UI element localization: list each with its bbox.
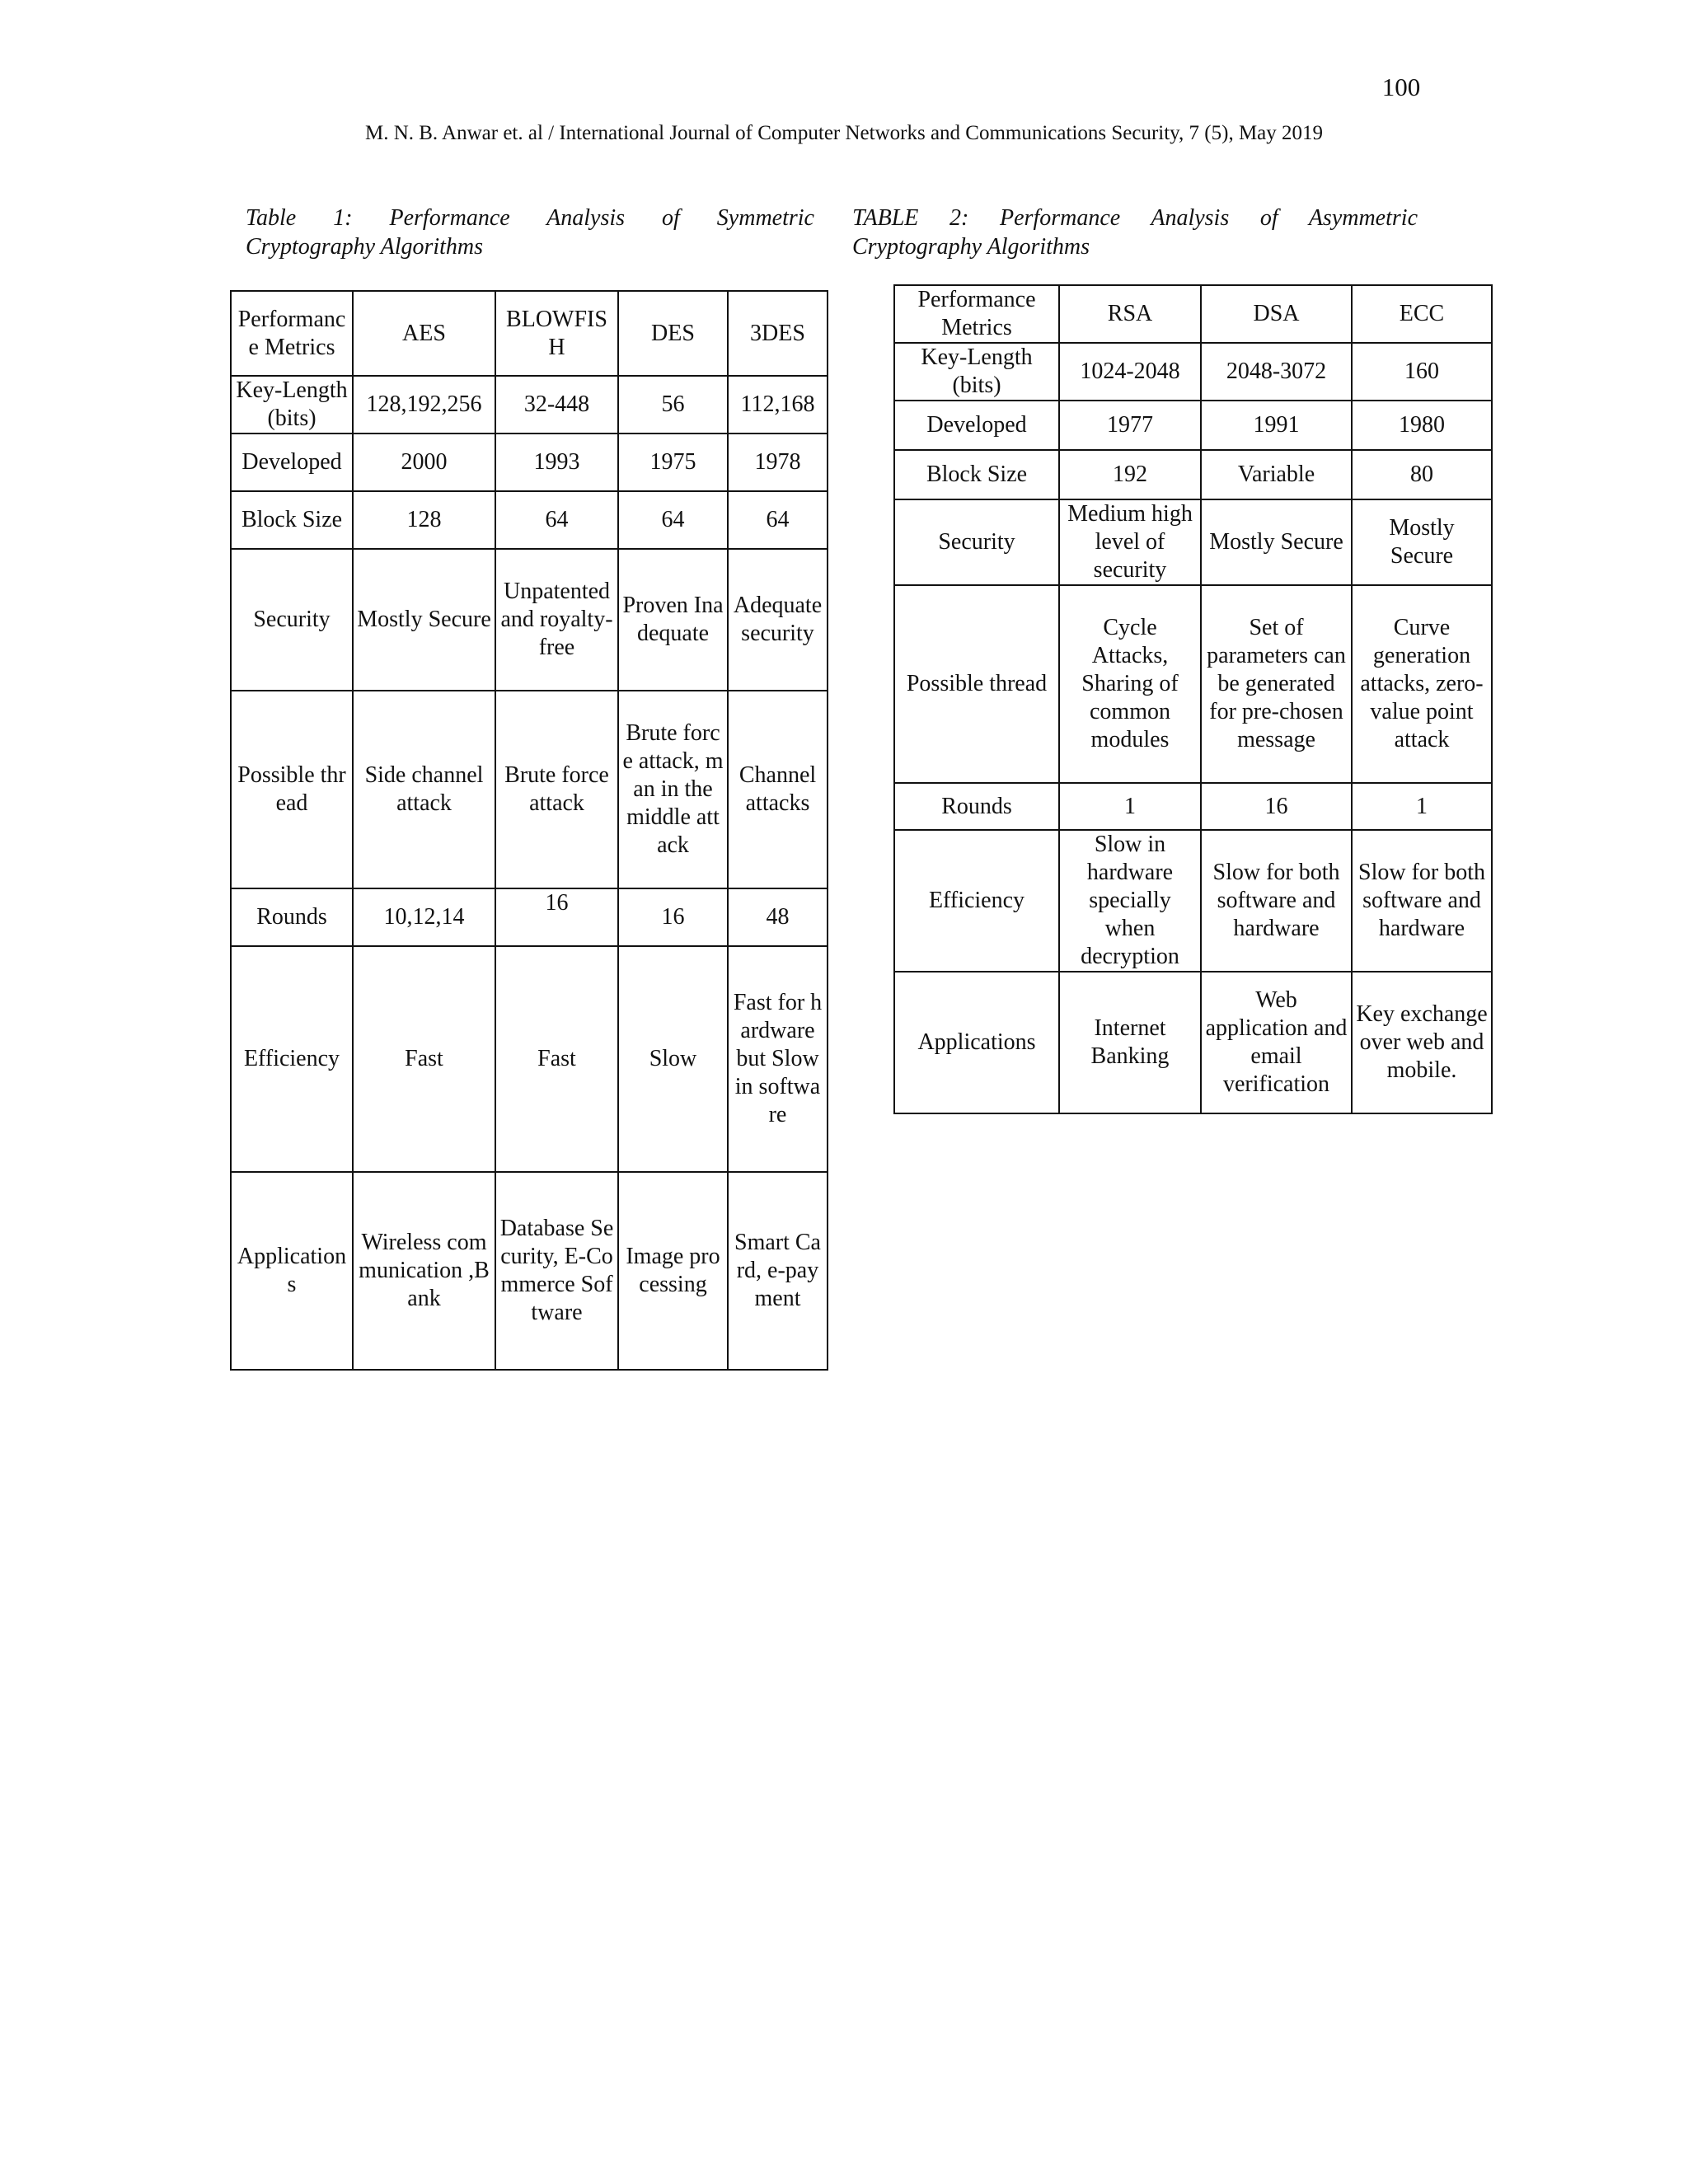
table-cell: Set of parameters can be generated for pre-chosen message — [1201, 585, 1352, 783]
table1-caption — [246, 204, 814, 261]
table-row — [231, 1172, 828, 1370]
running-header: M. N. B. Anwar et. al / International Journal of Computer Networks and Communications Security, 7 (5), May 2019 — [364, 122, 1324, 144]
asymmetric-algorithms-table — [893, 284, 1493, 1114]
table-row — [231, 549, 828, 691]
table-cell: 128,192,256 — [353, 376, 495, 434]
table-cell: 1977 — [1059, 401, 1201, 450]
table-cell: Internet Banking — [1059, 972, 1201, 1113]
table-cell: Web application and email verification — [1201, 972, 1352, 1113]
table-cell: Variable — [1201, 450, 1352, 499]
table-cell: Image processing — [618, 1172, 728, 1370]
table-cell: Proven Inadequate — [618, 549, 728, 691]
header-cell: RSA — [1059, 285, 1201, 343]
table-cell: 1 — [1352, 783, 1492, 830]
table-cell: 2000 — [353, 434, 495, 491]
table-cell: Key exchange over web and mobile. — [1352, 972, 1492, 1113]
table-row — [231, 491, 828, 549]
header-cell: DES — [618, 291, 728, 376]
row-label: Applications — [894, 972, 1059, 1113]
table-row — [894, 830, 1492, 972]
table-cell: 56 — [618, 376, 728, 434]
table-cell: 64 — [728, 491, 828, 549]
row-label: Efficiency — [231, 946, 353, 1172]
table-cell: Fast for hardware but Slow in software — [728, 946, 828, 1172]
table-cell: 192 — [1059, 450, 1201, 499]
table-cell: Mostly Secure — [1201, 499, 1352, 585]
table-cell: 1978 — [728, 434, 828, 491]
table-cell: 1 — [1059, 783, 1201, 830]
row-label: Rounds — [231, 888, 353, 946]
table-cell: 1991 — [1201, 401, 1352, 450]
row-label: Key-Length (bits) — [231, 376, 353, 434]
table-cell: Mostly Secure — [353, 549, 495, 691]
table-header-row — [894, 285, 1492, 343]
table-row — [894, 972, 1492, 1113]
table-cell: Fast — [353, 946, 495, 1172]
table-header-row — [231, 291, 828, 376]
table-cell: 10,12,14 — [353, 888, 495, 946]
table-cell: 64 — [495, 491, 618, 549]
row-label: Key-Length (bits) — [894, 343, 1059, 401]
table-cell: 1975 — [618, 434, 728, 491]
table-cell: 128 — [353, 491, 495, 549]
row-label: Block Size — [894, 450, 1059, 499]
table-cell: Wireless communication ,Bank — [353, 1172, 495, 1370]
symmetric-algorithms-table — [230, 290, 828, 1371]
table-row — [894, 401, 1492, 450]
table-cell: 16 — [1201, 783, 1352, 830]
page-number: 100 — [1381, 73, 1421, 101]
row-label: Block Size — [231, 491, 353, 549]
header-cell: ECC — [1352, 285, 1492, 343]
table-row — [894, 343, 1492, 401]
table-cell: Slow for both software and hardware — [1201, 830, 1352, 972]
table-row — [894, 585, 1492, 783]
table-cell: 1980 — [1352, 401, 1492, 450]
row-label: Efficiency — [894, 830, 1059, 972]
table-cell: 1993 — [495, 434, 618, 491]
table-cell: Brute force attack, man in the middle attack — [618, 691, 728, 888]
table-cell: 160 — [1352, 343, 1492, 401]
table-cell: Curve generation attacks, zero-value point attack — [1352, 585, 1492, 783]
table-row — [231, 376, 828, 434]
table-row — [231, 888, 828, 946]
table-cell: 32-448 — [495, 376, 618, 434]
table-cell: 64 — [618, 491, 728, 549]
row-label: Security — [894, 499, 1059, 585]
header-cell: 3DES — [728, 291, 828, 376]
table-cell: Fast — [495, 946, 618, 1172]
table-row — [231, 434, 828, 491]
table-row — [894, 450, 1492, 499]
table1-caption-line1: Table 1: Performance Analysis of Symmetric — [246, 205, 814, 231]
row-label: Possible thread — [231, 691, 353, 888]
table2-caption-line1: TABLE 2: Performance Analysis of Asymmetric — [852, 205, 1418, 231]
table2-caption — [852, 204, 1418, 261]
table2-caption-line2: Cryptography Algorithms — [852, 234, 1090, 260]
table-cell: Slow — [618, 946, 728, 1172]
row-label: Possible thread — [894, 585, 1059, 783]
header-cell: BLOWFISH — [495, 291, 618, 376]
table-cell: 48 — [728, 888, 828, 946]
table-cell: 16 — [495, 888, 618, 946]
table-cell: 112,168 — [728, 376, 828, 434]
table-cell: 1024-2048 — [1059, 343, 1201, 401]
row-label: Applications — [231, 1172, 353, 1370]
table1-caption-line2: Cryptography Algorithms — [246, 234, 484, 260]
table-cell: Slow in hardware specially when decryption — [1059, 830, 1201, 972]
header-cell: Performance Metrics — [231, 291, 353, 376]
table-row — [894, 499, 1492, 585]
row-label: Security — [231, 549, 353, 691]
header-cell: Performance Metrics — [894, 285, 1059, 343]
table-cell: Cycle Attacks, Sharing of common modules — [1059, 585, 1201, 783]
table-cell: Channel attacks — [728, 691, 828, 888]
table-row — [231, 946, 828, 1172]
table-cell: 80 — [1352, 450, 1492, 499]
table-cell: Slow for both software and hardware — [1352, 830, 1492, 972]
table-row — [231, 691, 828, 888]
row-label: Rounds — [894, 783, 1059, 830]
header-cell: DSA — [1201, 285, 1352, 343]
table-cell: Side channel attack — [353, 691, 495, 888]
table-cell: Adequate security — [728, 549, 828, 691]
table-cell: Unpatented and royalty-free — [495, 549, 618, 691]
table-cell: Mostly Secure — [1352, 499, 1492, 585]
row-label: Developed — [231, 434, 353, 491]
table-cell: Database Security, E-Commerce Software — [495, 1172, 618, 1370]
table-row — [894, 783, 1492, 830]
table-cell: 16 — [618, 888, 728, 946]
table-cell: Brute force attack — [495, 691, 618, 888]
row-label: Developed — [894, 401, 1059, 450]
table-cell: Smart Card, e-payment — [728, 1172, 828, 1370]
table-cell: Medium high level of security — [1059, 499, 1201, 585]
header-cell: AES — [353, 291, 495, 376]
table-cell: 2048-3072 — [1201, 343, 1352, 401]
